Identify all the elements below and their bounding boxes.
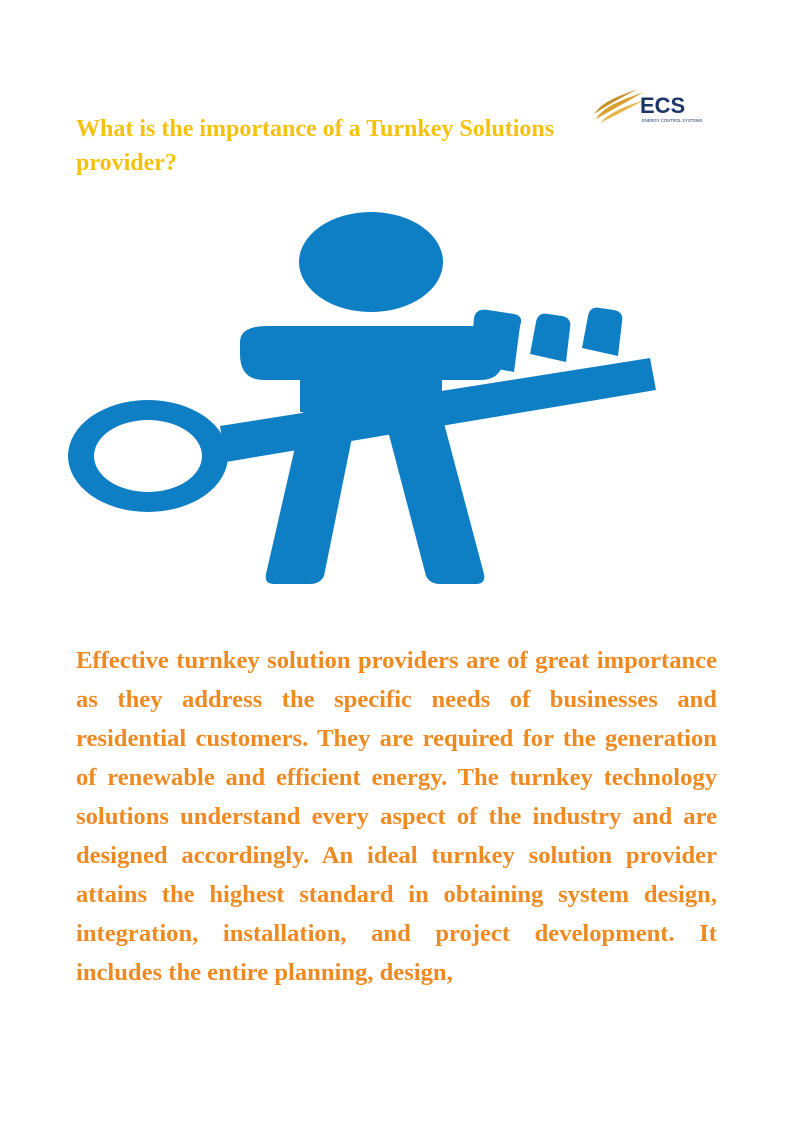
ecs-logo xyxy=(592,86,702,128)
page-title: What is the importance of a Turnkey Solutions provider? xyxy=(76,116,555,176)
person-right-leg xyxy=(382,408,484,584)
person-head xyxy=(299,212,443,312)
logo-wordmark: ECS xyxy=(640,93,686,118)
logo-tagline: ENERGY CONTROL SYSTEMS xyxy=(642,118,702,123)
ecs-swoosh-icon xyxy=(594,89,644,123)
body-paragraph: Effective turnkey solution providers are of great importance as they address the specific needs of businesses and residential customers. They are required for the generation of renewable and efficient energy. The turnkey technology solutions understand every aspect of the industry and are designed accordingly. An ideal turnkey solution provider attains the highest standard in obtaining system design, integration, installation, and project development. It includes the entire planning, design, xyxy=(76,647,717,986)
person-holding-key-icon xyxy=(68,212,710,584)
